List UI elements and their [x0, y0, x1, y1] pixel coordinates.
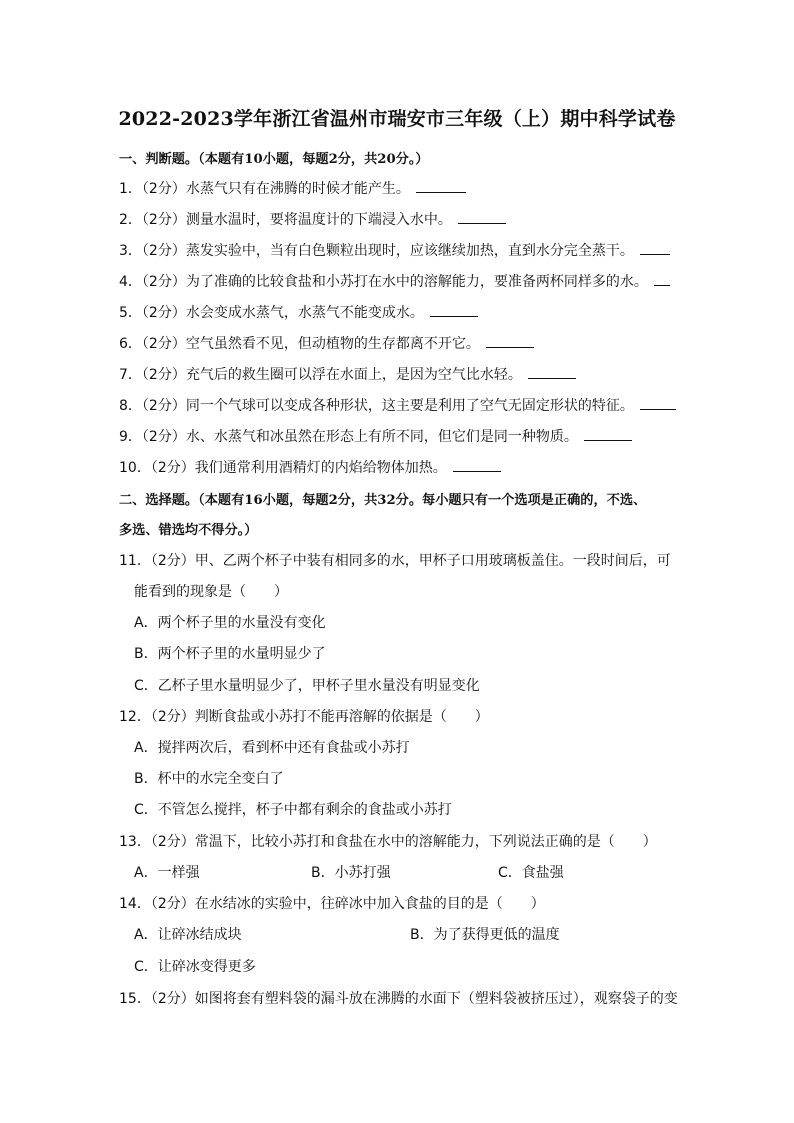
- option-c[interactable]: C．不管怎么搅拌，杯子中都有剩余的食盐或小苏打: [134, 802, 452, 818]
- option-c[interactable]: C．让碎冰变得更多: [134, 959, 256, 975]
- question-text: 充气后的救生圈可以浮在水面上，是因为空气比水轻。: [185, 367, 522, 383]
- question-number: 3．: [119, 243, 142, 259]
- question-number: 6．: [119, 336, 142, 352]
- question-number: 2．: [119, 212, 142, 228]
- answer-blank[interactable]: [640, 397, 676, 410]
- question-score: （2分）: [150, 709, 195, 725]
- question-number: 4．: [119, 274, 142, 290]
- option-c[interactable]: C．食盐强: [498, 865, 564, 881]
- question-11: [119, 550, 671, 570]
- question-3: [119, 240, 670, 260]
- question-15: [119, 988, 678, 1008]
- question-number: 9．: [119, 429, 142, 445]
- question-text: 判断食盐或小苏打不能再溶解的依据是（ ）: [194, 709, 489, 725]
- question-number: 14．: [119, 896, 151, 912]
- question-number: 13．: [119, 834, 151, 850]
- question-text: 为了准确的比较食盐和小苏打在水中的溶解能力，要准备两杯同样多的水。: [185, 274, 648, 290]
- question-number: 7．: [119, 367, 142, 383]
- question-number: 11．: [119, 553, 151, 569]
- question-number: 12．: [119, 709, 151, 725]
- question-5: [119, 302, 478, 322]
- option-a[interactable]: A．让碎冰结成块: [134, 927, 242, 943]
- question-12: [119, 706, 489, 726]
- option-b[interactable]: B．杯中的水完全变白了: [134, 771, 284, 787]
- question-score: （2分）: [150, 553, 195, 569]
- question-9: [119, 426, 632, 446]
- question-score: （2分）: [150, 991, 195, 1007]
- question-number: 5．: [119, 305, 142, 321]
- question-text: 空气虽然看不见，但动植物的生存都离不开它。: [185, 336, 480, 352]
- question-14: [119, 893, 545, 913]
- question-13: [119, 831, 657, 851]
- question-number: 10．: [119, 460, 151, 476]
- answer-blank[interactable]: [453, 459, 501, 472]
- option-c[interactable]: C．乙杯子里水量明显少了，甲杯子里水量没有明显变化: [134, 678, 480, 694]
- question-10: [119, 457, 501, 477]
- question-text: 我们通常利用酒精灯的内焰给物体加热。: [194, 460, 447, 476]
- question-text: 常温下，比较小苏打和食盐在水中的溶解能力，下列说法正确的是（ ）: [194, 834, 657, 850]
- question-text: 蒸发实验中，当有白色颗粒出现时，应该继续加热，直到水分完全蒸干。: [185, 243, 634, 259]
- page-title: 2022-2023学年浙江省温州市瑞安市三年级（上）期中科学试卷: [118, 108, 676, 130]
- answer-blank[interactable]: [640, 242, 670, 255]
- answer-blank[interactable]: [584, 428, 632, 441]
- question-text: 测量水温时，要将温度计的下端浸入水中。: [185, 212, 452, 228]
- question-4: [119, 271, 670, 291]
- question-score: （2分）: [141, 243, 186, 259]
- question-6: [119, 333, 534, 353]
- question-2: [119, 209, 506, 229]
- question-score: （2分）: [150, 460, 195, 476]
- section-heading-choice: 二、选择题。（本题有16小题，每题2分，共32分。每小题只有一个选项是正确的，不选、: [119, 493, 647, 508]
- question-text: 同一个气球可以变成各种形状，这主要是利用了空气无固定形状的特征。: [185, 398, 634, 414]
- question-score: （2分）: [141, 305, 186, 321]
- question-text: 水会变成水蒸气，水蒸气不能变成水。: [185, 305, 424, 321]
- answer-blank[interactable]: [458, 211, 506, 224]
- option-b[interactable]: B．两个杯子里的水量明显少了: [134, 646, 326, 662]
- question-7: [119, 364, 576, 384]
- answer-blank[interactable]: [486, 335, 534, 348]
- answer-blank[interactable]: [654, 273, 670, 286]
- answer-blank[interactable]: [430, 304, 478, 317]
- section-heading-judgment: 一、判断题。（本题有10小题，每题2分，共20分。）: [119, 152, 429, 167]
- question-score: （2分）: [141, 181, 186, 197]
- question-score: （2分）: [150, 834, 195, 850]
- answer-blank[interactable]: [528, 366, 576, 379]
- question-text: 在水结冰的实验中，往碎冰中加入食盐的目的是（ ）: [194, 896, 545, 912]
- question-text: 水蒸气只有在沸腾的时候才能产生。: [185, 181, 410, 197]
- question-score: （2分）: [141, 336, 186, 352]
- question-score: （2分）: [141, 398, 186, 414]
- question-1: [119, 178, 466, 198]
- question-text: 如图将套有塑料袋的漏斗放在沸腾的水面下（塑料袋被挤压过），观察袋子的变: [194, 991, 678, 1007]
- question-8: [119, 395, 676, 415]
- question-number: 15．: [119, 991, 151, 1007]
- question-score: （2分）: [141, 429, 186, 445]
- question-score: （2分）: [141, 367, 186, 383]
- question-number: 1．: [119, 181, 142, 197]
- question-score: （2分）: [150, 896, 195, 912]
- section-heading-choice-cont: 多选、错选均不得分。）: [119, 523, 258, 538]
- question-number: 8．: [119, 398, 142, 414]
- question-score: （2分）: [141, 274, 186, 290]
- question-text: 水、水蒸气和冰虽然在形态上有所不同，但它们是同一种物质。: [185, 429, 578, 445]
- option-a[interactable]: A．一样强: [134, 865, 200, 881]
- option-b[interactable]: B．小苏打强: [311, 865, 391, 881]
- question-score: （2分）: [141, 212, 186, 228]
- option-a[interactable]: A．两个杯子里的水量没有变化: [134, 615, 326, 631]
- question-11-cont: 能看到的现象是（ ）: [134, 584, 288, 600]
- answer-blank[interactable]: [416, 180, 466, 193]
- option-b[interactable]: B．为了获得更低的温度: [410, 927, 560, 943]
- question-text: 甲、乙两个杯子中装有相同多的水，甲杯子口用玻璃板盖住。一段时间后，可: [194, 553, 671, 569]
- option-a[interactable]: A．搅拌两次后，看到杯中还有食盐或小苏打: [134, 740, 410, 756]
